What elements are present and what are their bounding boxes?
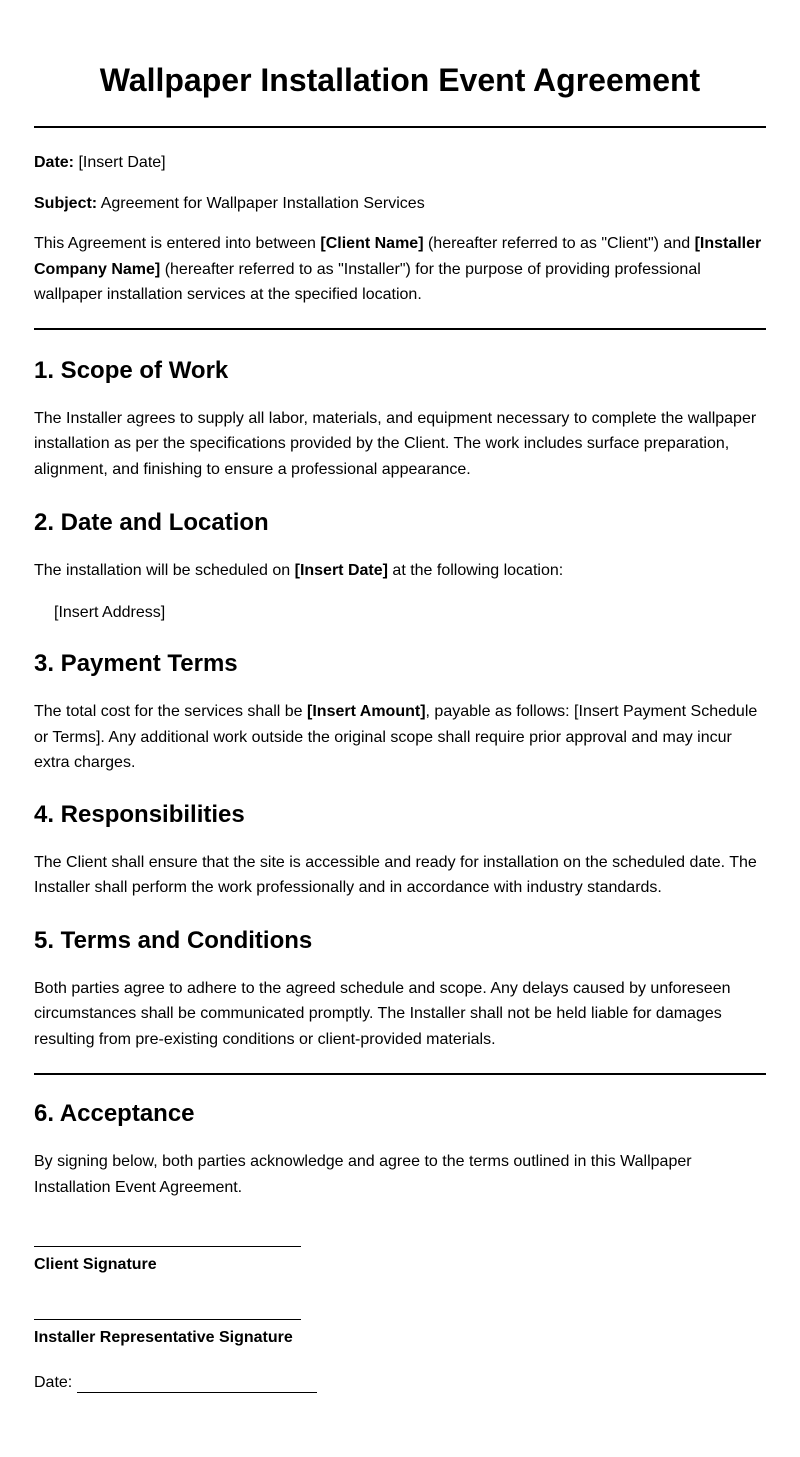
subject-line — [34, 191, 766, 217]
intro-text: This Agreement is entered into between — [34, 235, 321, 252]
body-text: The total cost for the services shall be — [34, 703, 308, 720]
signature-date-row — [34, 1373, 766, 1393]
amount-placeholder: [Insert Amount] — [307, 703, 426, 720]
document-title: Wallpaper Installation Event Agreement — [99, 62, 701, 98]
section-heading-acceptance: 6. Acceptance — [34, 1100, 195, 1127]
body-text: , payable as follows: [Insert Payment Schedule or Terms]. Any additional work outside the original scope shall require prior approval and may incur extra charges. — [34, 703, 758, 771]
intro-text: (hereafter referred to as "Client") and — [423, 235, 695, 252]
section-body-acceptance: By signing below, both parties acknowledge and agree to the terms outlined in this Wallpaper Installation Event Agreement. — [34, 1153, 692, 1196]
client-signature-label: Client Signature — [34, 1256, 157, 1273]
installer-name-placeholder: [Installer Company Name] — [34, 235, 762, 278]
installer-signature-line[interactable] — [34, 1319, 301, 1320]
section-heading-responsibilities: 4. Responsibilities — [34, 800, 245, 828]
divider — [34, 1073, 766, 1075]
section-heading-payment: 3. Payment Terms — [34, 650, 238, 677]
address-placeholder: [Insert Address] — [54, 603, 166, 621]
date-label: Date: — [34, 154, 75, 171]
divider — [34, 126, 766, 128]
installer-signature-label: Installer Representative Signature — [34, 1329, 293, 1346]
section-body-scope: The Installer agrees to supply all labor, materials, and equipment necessary to complete the wallpaper installation as per the specifications provided by the Client. The work includes surface preparation, alignment, and finishing to ensure a professional appearance. — [34, 409, 757, 478]
client-signature-line[interactable] — [34, 1246, 301, 1247]
body-text: at the following location: — [387, 562, 564, 579]
date-placeholder: [Insert Date] — [294, 562, 388, 579]
section-heading-date-location: 2. Date and Location — [34, 509, 269, 536]
subject-value: Agreement for Wallpaper Installation Services — [100, 194, 425, 212]
date-line — [34, 150, 766, 176]
signature-date-label: Date: — [34, 1374, 73, 1391]
section-heading-scope: 1. Scope of Work — [34, 356, 229, 384]
section-body-responsibilities: The Client shall ensure that the site is accessible and ready for installation on the scheduled date. The Installer shall perform the work professionally and in accordance with industry standards. — [34, 853, 757, 896]
divider — [34, 328, 766, 330]
date-value: [Insert Date] — [78, 154, 166, 171]
intro-paragraph — [34, 231, 766, 308]
section-body-date-location — [34, 558, 766, 584]
signature-date-line[interactable] — [77, 1376, 317, 1393]
subject-label: Subject: — [34, 194, 98, 212]
section-body-payment — [34, 699, 766, 776]
intro-text: (hereafter referred to as "Installer") for the purpose of providing professional wallpaper installation services at the specified location. — [34, 260, 701, 303]
section-heading-terms: 5. Terms and Conditions — [34, 926, 313, 954]
client-name-placeholder: [Client Name] — [320, 235, 424, 252]
section-body-terms: Both parties agree to adhere to the agreed schedule and scope. Any delays caused by unforeseen circumstances shall be communicated promptly. The Installer shall not be held liable for damages resulting from pre-existing conditions or client-provided materials. — [34, 979, 731, 1048]
body-text: The installation will be scheduled on — [34, 562, 295, 579]
